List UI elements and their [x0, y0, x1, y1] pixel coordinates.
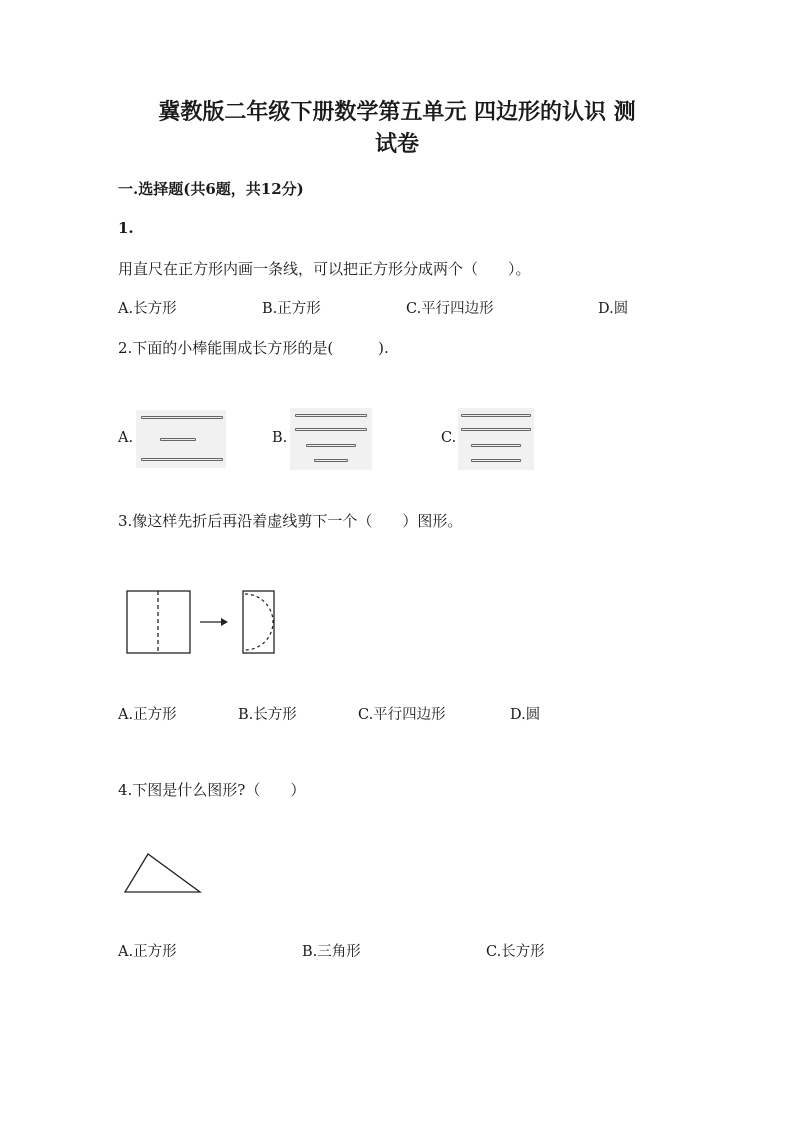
cut-semicircle [245, 594, 273, 650]
q2-sticks-figure-c [458, 408, 534, 470]
q2-sticks-figure-a [136, 410, 226, 468]
question-1-number: 1. [118, 219, 134, 237]
stick [141, 458, 223, 461]
q2-option-a: A. [118, 430, 134, 446]
page-title-line2: 试卷 [374, 131, 419, 157]
stick [314, 459, 348, 462]
page-title-line1: 冀教版二年级下册数学第五单元 四边形的认识 测 [158, 99, 636, 125]
arrow-head [221, 618, 228, 626]
stick [160, 438, 196, 441]
q1-option-b: B.正方形 [262, 301, 321, 317]
q4-option-b: B.三角形 [302, 944, 361, 960]
question-4-text: 4.下图是什么图形?（ ） [118, 781, 306, 799]
q2-sticks-figure-b [290, 408, 372, 470]
q2-option-b: B. [272, 430, 288, 446]
question-1-text: 用直尺在正方形内画一条线，可以把正方形分成两个（ ）。 [118, 260, 531, 278]
question-3-text: 3.像这样先折后再沿着虚线剪下一个（ ）图形。 [118, 512, 463, 530]
question-2-text: 2.下面的小棒能围成长方形的是( ). [118, 339, 389, 357]
q2-option-c: C. [441, 430, 457, 446]
stick [461, 428, 531, 431]
triangle-figure [118, 848, 208, 898]
stick [471, 459, 521, 462]
fold-cut-diagram [118, 580, 288, 660]
stick [461, 414, 531, 417]
q3-option-a: A.正方形 [118, 707, 177, 723]
section-heading: 一.选择题(共6题，共12分) [118, 180, 304, 198]
q3-option-b: B.长方形 [238, 707, 297, 723]
q3-option-c: C.平行四边形 [358, 707, 446, 723]
stick [306, 444, 356, 447]
stick [295, 428, 367, 431]
stick [471, 444, 521, 447]
folded-paper [243, 591, 274, 653]
q4-option-c: C.长方形 [486, 944, 545, 960]
stick [141, 416, 223, 419]
q1-option-a: A.长方形 [118, 301, 177, 317]
q1-option-c: C.平行四边形 [406, 301, 494, 317]
stick [295, 414, 367, 417]
q4-option-a: A.正方形 [118, 944, 177, 960]
triangle-shape [125, 854, 200, 892]
q3-option-d: D.圆 [510, 707, 541, 723]
q1-option-d: D.圆 [598, 301, 629, 317]
